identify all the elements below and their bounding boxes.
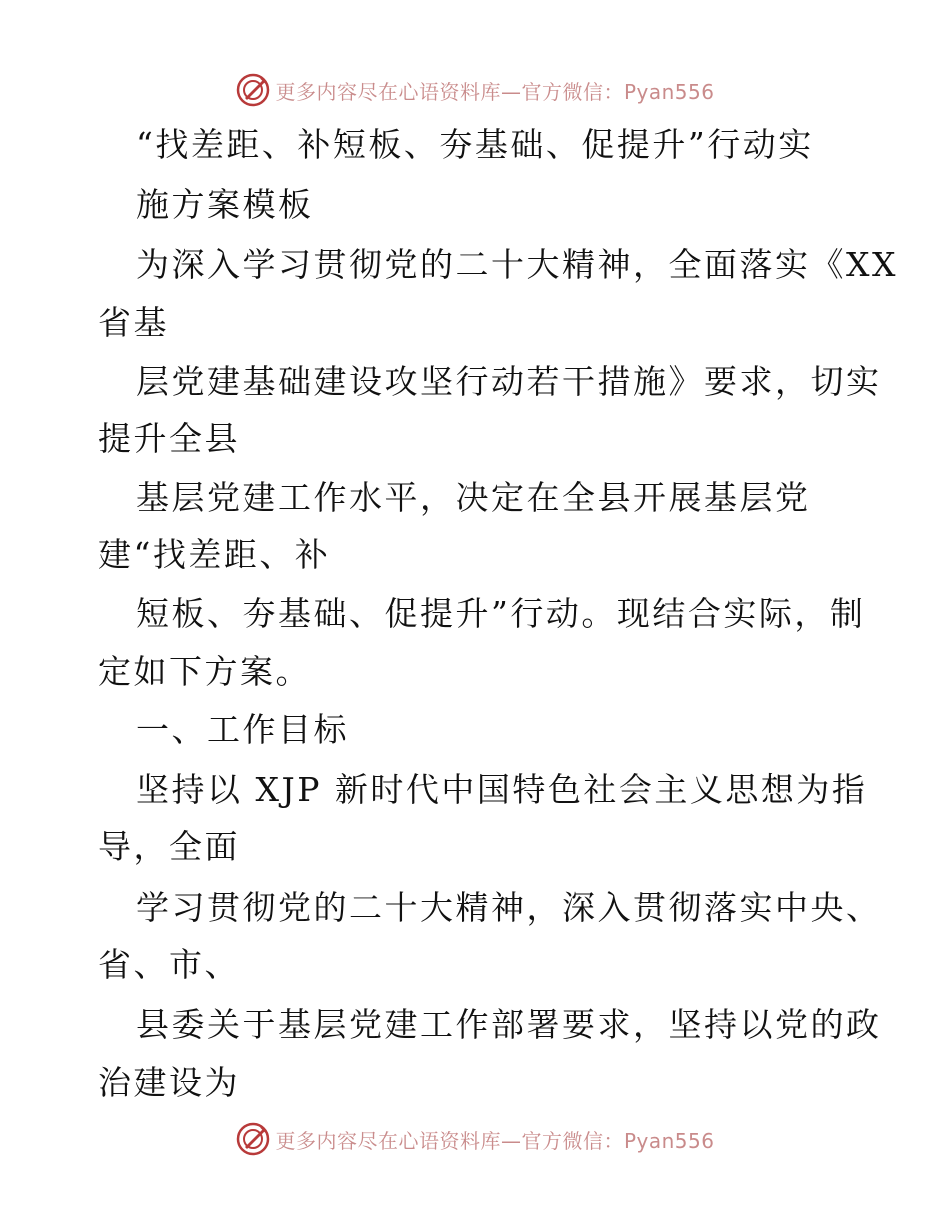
section-heading: 一、工作目标 (136, 710, 349, 749)
paragraph-line: 提升全县 (98, 419, 240, 458)
paragraph-line: 建“找差距、补 (98, 535, 331, 574)
title-line-1: “找差距、补短板、夯基础、促提升”行动实 (136, 125, 814, 164)
paragraph-line: 坚持以 XJP 新时代中国特色社会主义思想为指 (136, 770, 868, 809)
paragraph-line: 定如下方案。 (98, 652, 311, 691)
paragraph-line: 县委关于基层党建工作部署要求，坚持以党的政 (136, 1005, 882, 1044)
footer-banner (0, 1119, 950, 1159)
paragraph-line: 导，全面 (98, 827, 240, 866)
paragraph-line: 省、市、 (98, 945, 240, 984)
paragraph-line: 省基 (98, 303, 169, 342)
title-line-2: 施方案模板 (136, 185, 314, 224)
header-banner (0, 70, 950, 110)
paragraph-line: 基层党建工作水平，决定在全县开展基层党 (136, 478, 811, 517)
brand-logo-icon (235, 72, 271, 108)
paragraph-line: 短板、夯基础、促提升”行动。现结合实际，制 (136, 594, 866, 633)
banner-text: 更多内容尽在心语资料库—官方微信：Pyan556 (275, 1128, 715, 1153)
paragraph-line: 为深入学习贯彻党的二十大精神，全面落实《XX (136, 245, 898, 284)
paragraph-line: 治建设为 (98, 1063, 240, 1102)
brand-logo-icon (235, 1121, 271, 1157)
paragraph-line: 层党建基础建设攻坚行动若干措施》要求，切实 (136, 362, 882, 401)
paragraph-line: 学习贯彻党的二十大精神，深入贯彻落实中央、 (136, 888, 882, 927)
banner-text: 更多内容尽在心语资料库—官方微信：Pyan556 (275, 79, 715, 104)
